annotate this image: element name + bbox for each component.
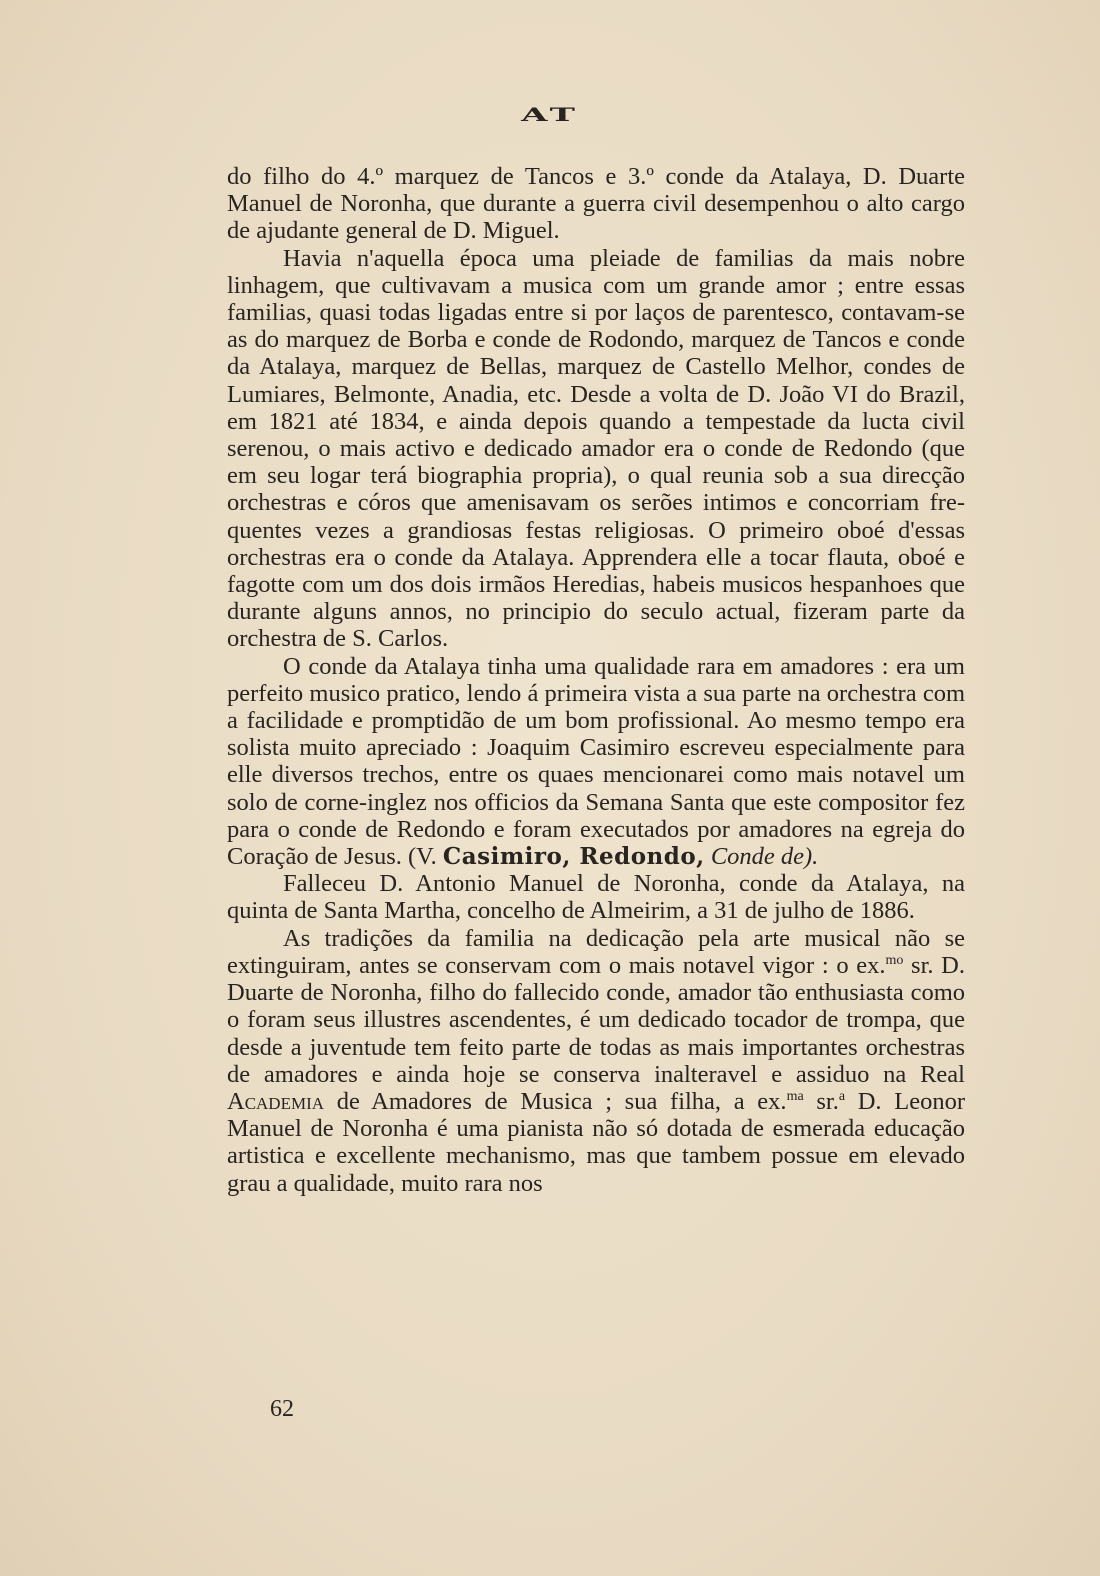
cross-reference-tail: Conde de).: [710, 843, 819, 871]
paragraph-1: do filho do 4.º marquez de Tancos e 3.º conde da Atalaya, D. Duarte Manuel de Noronha, que durante a guerra civil desempenhou o alto cargo de ajudante general de D. Miguel.: [227, 163, 965, 245]
cross-reference: Casimiro, Redondo,: [442, 843, 705, 871]
paragraph-5-part-a: As tradições da familia na dedicação pela arte musical não se extinguiram, antes se conservam com o mais notavel vigor : o ex.: [227, 924, 965, 979]
superscript-ma: ma: [786, 1088, 804, 1104]
page-number: 62: [270, 1396, 294, 1422]
paragraph-5: [227, 925, 965, 1197]
running-head: AT: [521, 104, 579, 126]
paragraph-5-part-d: de Amadores de Musica ; sua filha, a ex.: [324, 1087, 787, 1115]
paragraph-5-part-e: sr.: [803, 1087, 839, 1115]
paragraph-3: [227, 653, 965, 871]
paragraph-2: Havia n'aquella época uma pleiade de familias da mais nobre linhagem, que cultivavam a musica com um grande amor ; entre essas familias, quasi todas ligadas entre si por laços de parentesco, contavam-se as do marquez de Borba e conde de Rodondo, marquez de Tancos e conde da Atalaya, marquez de Bellas, marquez de Castello Melhor, condes de Lumiares, Belmonte, Anadia, etc. Desde a volta de D. João VI do Brazil, em 1821 até 1834, e ainda depois quando a tempestade da lucta civil serenou, o mais activo e dedicado amador era o conde de Redondo (que em seu logar terá biographia propria), o qual reunia sob a sua direcção orchestras e córos que amenisavam os serões intimos e concorriam frequentes vezes a grandiosas festas religiosas. O primeiro oboé d'essas orchestras era o conde da Atalaya. Apprendera elle a tocar flauta, oboé e fagotte com um dos dois irmãos Heredias, habeis musicos hespanhoes que durante alguns annos, no principio do seculo actual, fizeram parte da orchestra de S. Carlos.: [227, 244, 965, 653]
superscript-mo: mo: [885, 952, 904, 968]
body-text: [227, 163, 965, 1197]
superscript-a: a: [838, 1088, 846, 1104]
paragraph-5-part-b: sr. D. Duarte de Noronha, filho do fallecido conde, amador tão enthusiasta como o foram seus illustres ascendentes, é um dedicado tocador de trompa, que desde a juventude tem feito parte de todas as mais importantes orchestras de amadores e ainda hoje se conserva inalteravel e assiduo na Real: [227, 951, 965, 1088]
paragraph-5-academia: Academia: [227, 1087, 325, 1115]
paragraph-3-text: O conde da Atalaya tinha uma qualidade rara em amadores : era um perfeito musico pratico, lendo á primeira vista a sua parte na orchestra com a facilidade e promptidão de um bom profissional. Ao mesmo tempo era solista muito apreciado : Joaquim Casimiro escreveu especialmente para elle diversos trechos, entre os quaes mencionarei como mais notavel um solo de corne-inglez nos officios da Semana Santa que este compositor fez para o conde de Redondo e foram executados por amadores na egreja do Coração de Jesus. (V.: [227, 652, 965, 871]
paragraph-5-part-f: D. Leonor Manuel de Noronha é uma pianista não só dotada de esmerada educação artistica e excellente mechanismo, mas que tambem possue em elevado grau a qualidade, muito rara nos: [227, 1087, 965, 1197]
paragraph-4: Falleceu D. Antonio Manuel de Noronha, conde da Atalaya, na quinta de Santa Martha, concelho de Almeirim, a 31 de julho de 1886.: [227, 870, 965, 925]
